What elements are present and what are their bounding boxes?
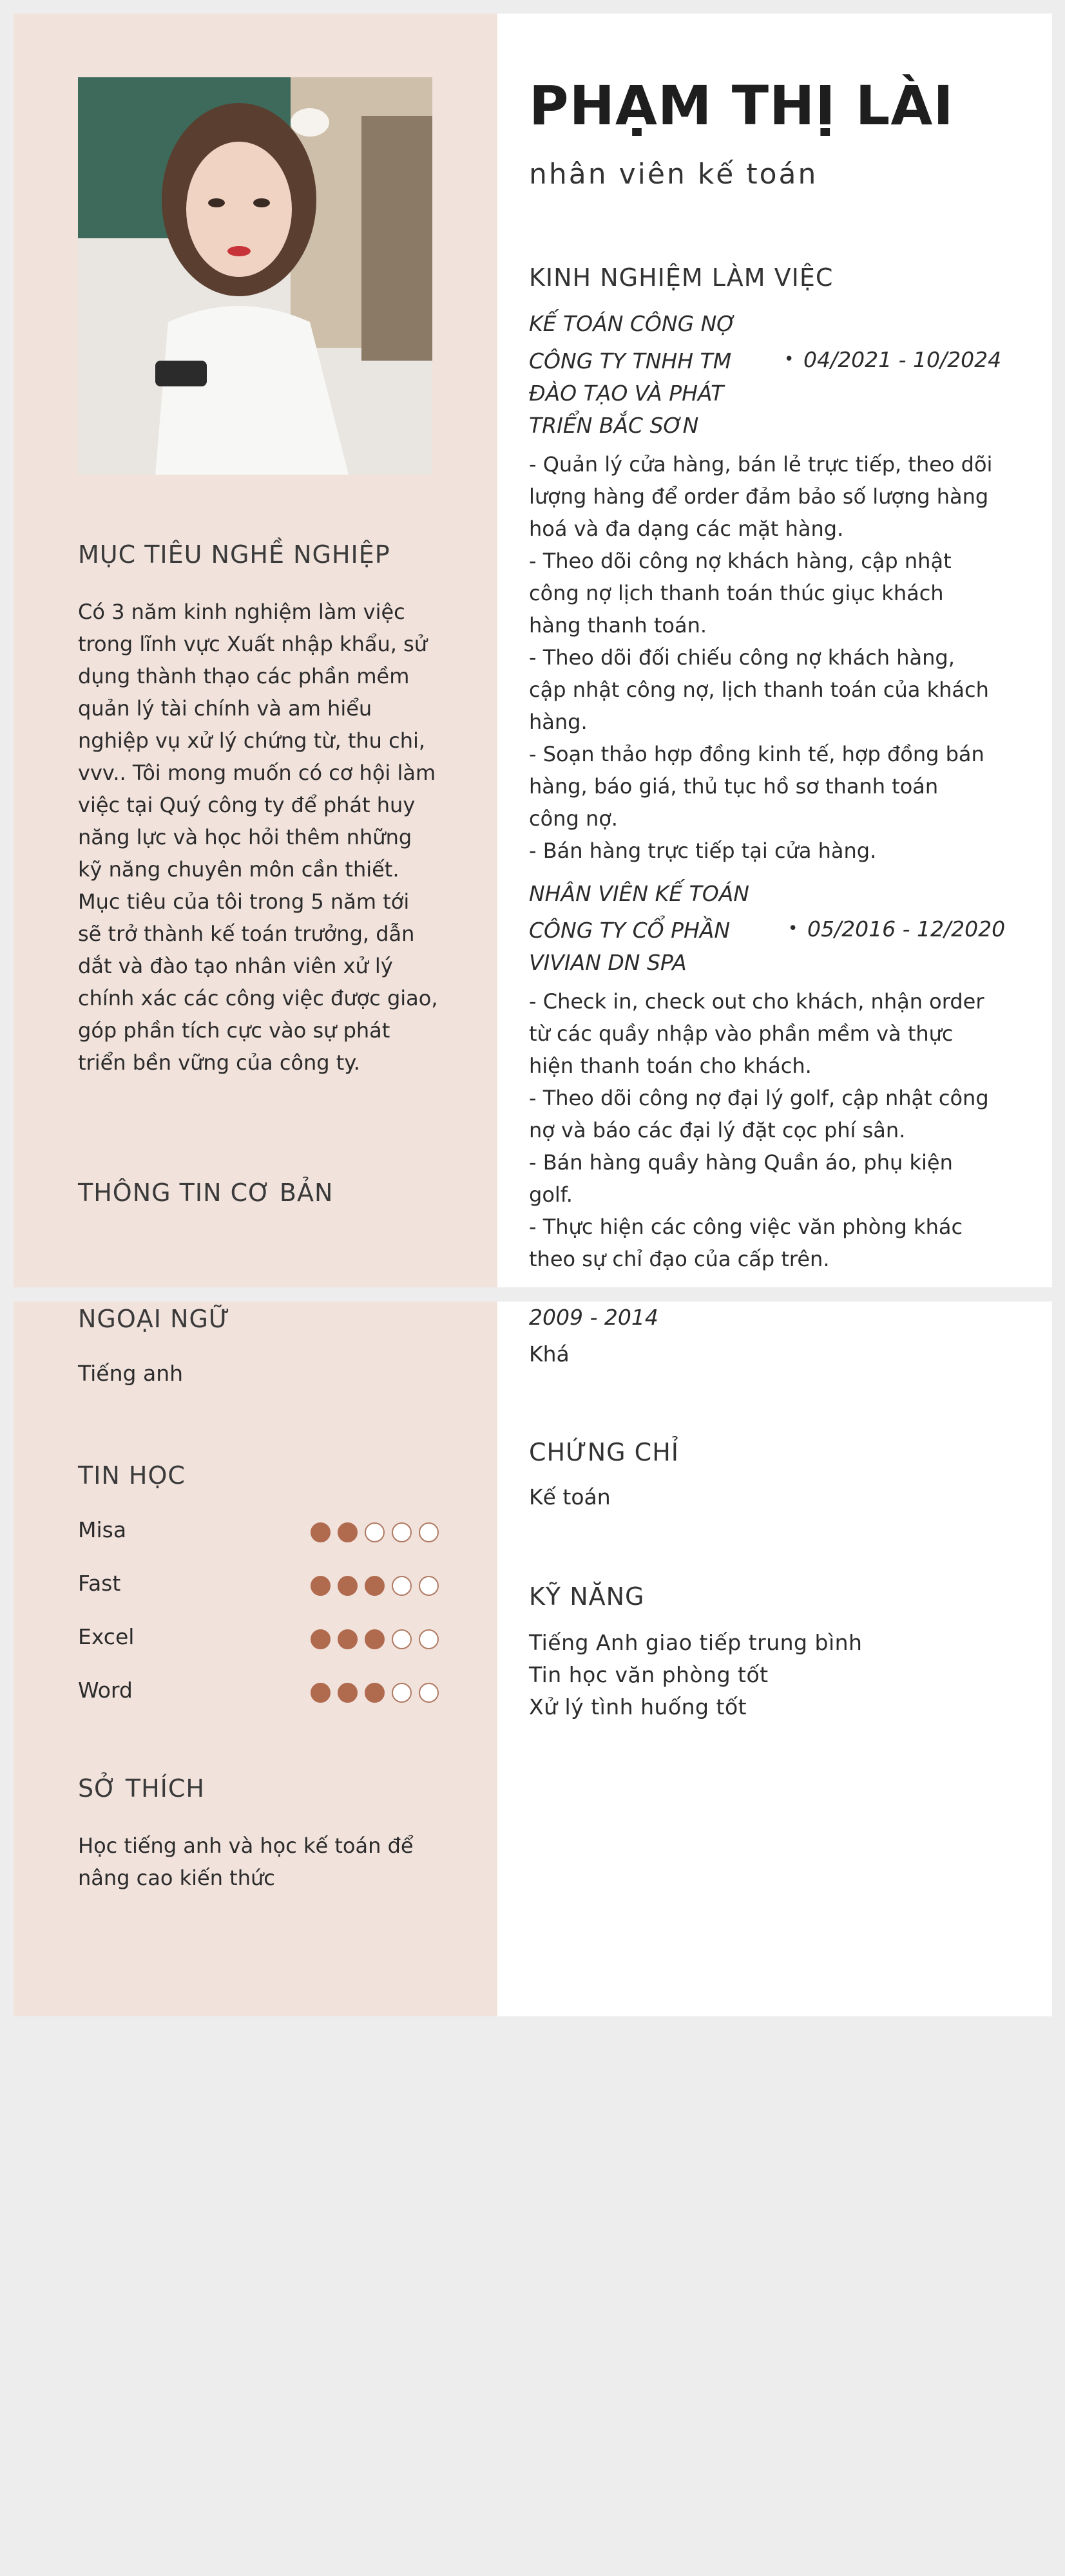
it-skill-name: Misa	[78, 1517, 127, 1542]
education-grade: Khá	[529, 1341, 570, 1367]
rating-dot-empty	[392, 1629, 412, 1649]
company-name: CÔNG TY TNHH TM ĐÀO TẠO VÀ PHÁT TRIỂN BẮC SƠN	[529, 348, 732, 438]
job-title: NHÂN VIÊN KẾ TOÁN	[529, 881, 749, 906]
rating-dot-filled	[338, 1576, 358, 1596]
job-description	[529, 448, 993, 867]
full-name: PHẠM THỊ LÀI	[529, 74, 954, 137]
objective-heading: MỤC TIÊU NGHỀ NGHIỆP	[78, 540, 390, 569]
company-name: CÔNG TY CỔ PHẦN VIVIAN DN SPA	[529, 918, 731, 975]
it-skill-name: Word	[78, 1678, 133, 1703]
rating-dot-filled	[311, 1576, 331, 1596]
rating-dot-empty	[392, 1683, 412, 1703]
rating-dot-empty	[419, 1522, 439, 1542]
objective-text: Có 3 năm kinh nghiệm làm việc trong lĩnh vực Xuất nhập khẩu, sử dụng thành thạo các phần mềm quản lý tài chính và am hiểu nghiệp vụ xử lý chứng từ, thu chi, vvv.. Tôi mong muốn có cơ hội làm việc tại Quý công ty để phát huy năng lực và học hỏi thêm những kỹ năng chuyên môn cần thiết. Mục tiêu của tôi trong 5 năm tới sẽ trở thành kế toán trưởng, dẫn dắt và đào tạo nhân viên xử lý chính xác các công việc được giao, góp phần tích cực vào sự phát triển bền vững của công ty.	[78, 600, 438, 1075]
rating-dot-empty	[419, 1576, 439, 1596]
rating-dot-empty	[419, 1629, 439, 1649]
job-duty: - Quản lý cửa hàng, bán lẻ trực tiếp, theo dõi lượng hàng để order đảm bảo số lượng hàng hoá và đa dạng các mặt hàng.	[529, 452, 993, 541]
rating-dot-empty	[392, 1576, 412, 1596]
hobbies-text: Học tiếng anh và học kế toán để nâng cao kiến thức	[78, 1833, 414, 1890]
it-skill-row	[78, 1571, 439, 1603]
cv-page-2	[14, 1302, 1052, 2016]
skill-item: Xử lý tình huống tốt	[529, 1694, 747, 1719]
skill-item: Tiếng Anh giao tiếp trung bình	[529, 1630, 863, 1655]
it-skill-name: Excel	[78, 1624, 135, 1649]
basic-info-heading: THÔNG TIN CƠ BẢN	[78, 1179, 334, 1207]
experience-heading: KINH NGHIỆM LÀM VIỆC	[529, 263, 834, 292]
job-duty: - Thực hiện các công việc văn phòng khác theo sự chỉ đạo của cấp trên.	[529, 1215, 963, 1271]
job-duty: - Theo dõi công nợ đại lý golf, cập nhật công nợ và báo các đại lý đặt cọc phí sân.	[529, 1086, 989, 1142]
rating-dot-filled	[338, 1629, 358, 1649]
job-duty: - Theo dõi công nợ khách hàng, cập nhật công nợ lịch thanh toán thúc giục khách hàng thanh toán.	[529, 549, 952, 638]
job-duty: - Theo dõi đối chiếu công nợ khách hàng, cập nhật công nợ, lịch thanh toán của khách hàng.	[529, 645, 989, 734]
rating-dot-filled	[338, 1522, 358, 1542]
it-skill-name: Fast	[78, 1571, 121, 1596]
it-skill-row	[78, 1517, 439, 1549]
job-title: KẾ TOÁN CÔNG NỢ	[529, 311, 736, 336]
skill-item: Tin học văn phòng tốt	[529, 1662, 769, 1687]
rating-dot-filled	[338, 1683, 358, 1703]
rating-dot-empty	[392, 1522, 412, 1542]
job-duty: - Soạn thảo hợp đồng kinh tế, hợp đồng bán hàng, báo giá, thủ tục hồ sơ thanh toán công nợ.	[529, 742, 984, 831]
language-row	[78, 1361, 439, 1393]
rating-dots	[311, 1629, 439, 1649]
certificates-heading: CHỨNG CHỈ	[529, 1438, 679, 1466]
job-period: 05/2016 - 12/2020	[807, 916, 1006, 942]
language-name: Tiếng anh	[78, 1361, 184, 1386]
rating-dot-filled	[365, 1576, 385, 1596]
rating-dots	[311, 1522, 439, 1542]
rating-dots	[311, 1683, 439, 1703]
job-position: nhân viên kế toán	[529, 158, 818, 191]
cv-page-1	[14, 14, 1052, 1287]
education-years: 2009 - 2014	[529, 1305, 658, 1330]
languages-heading: NGOẠI NGỮ	[78, 1305, 231, 1333]
profile-photo	[78, 77, 432, 475]
rating-dot-empty	[419, 1683, 439, 1703]
rating-dot-filled	[311, 1522, 331, 1542]
skills-heading: KỸ NĂNG	[529, 1582, 645, 1611]
job-duty: - Bán hàng trực tiếp tại cửa hàng.	[529, 838, 877, 863]
rating-dot-filled	[365, 1629, 385, 1649]
rating-dot-filled	[311, 1683, 331, 1703]
separator-dot: •	[784, 350, 794, 369]
rating-dot-filled	[365, 1683, 385, 1703]
it-skill-row	[78, 1624, 439, 1656]
rating-dots	[311, 1576, 439, 1596]
certificate-item: Kế toán	[529, 1484, 611, 1510]
it-skill-row	[78, 1678, 439, 1710]
job-duty: - Check in, check out cho khách, nhận order từ các quầy nhập vào phần mềm và thực hiện thanh toán cho khách.	[529, 989, 984, 1078]
separator-dot: •	[788, 919, 798, 938]
rating-dot-filled	[311, 1629, 331, 1649]
it-heading: TIN HỌC	[78, 1461, 186, 1490]
sidebar	[14, 14, 497, 1287]
sidebar	[14, 1302, 497, 2016]
rating-dot-empty	[365, 1522, 385, 1542]
job-period: 04/2021 - 10/2024	[803, 347, 1002, 372]
skills-list	[529, 1627, 993, 1723]
job-duty: - Bán hàng quầy hàng Quần áo, phụ kiện golf.	[529, 1150, 953, 1207]
job-description	[529, 985, 993, 1275]
hobbies-heading: SỞ THÍCH	[78, 1774, 205, 1803]
